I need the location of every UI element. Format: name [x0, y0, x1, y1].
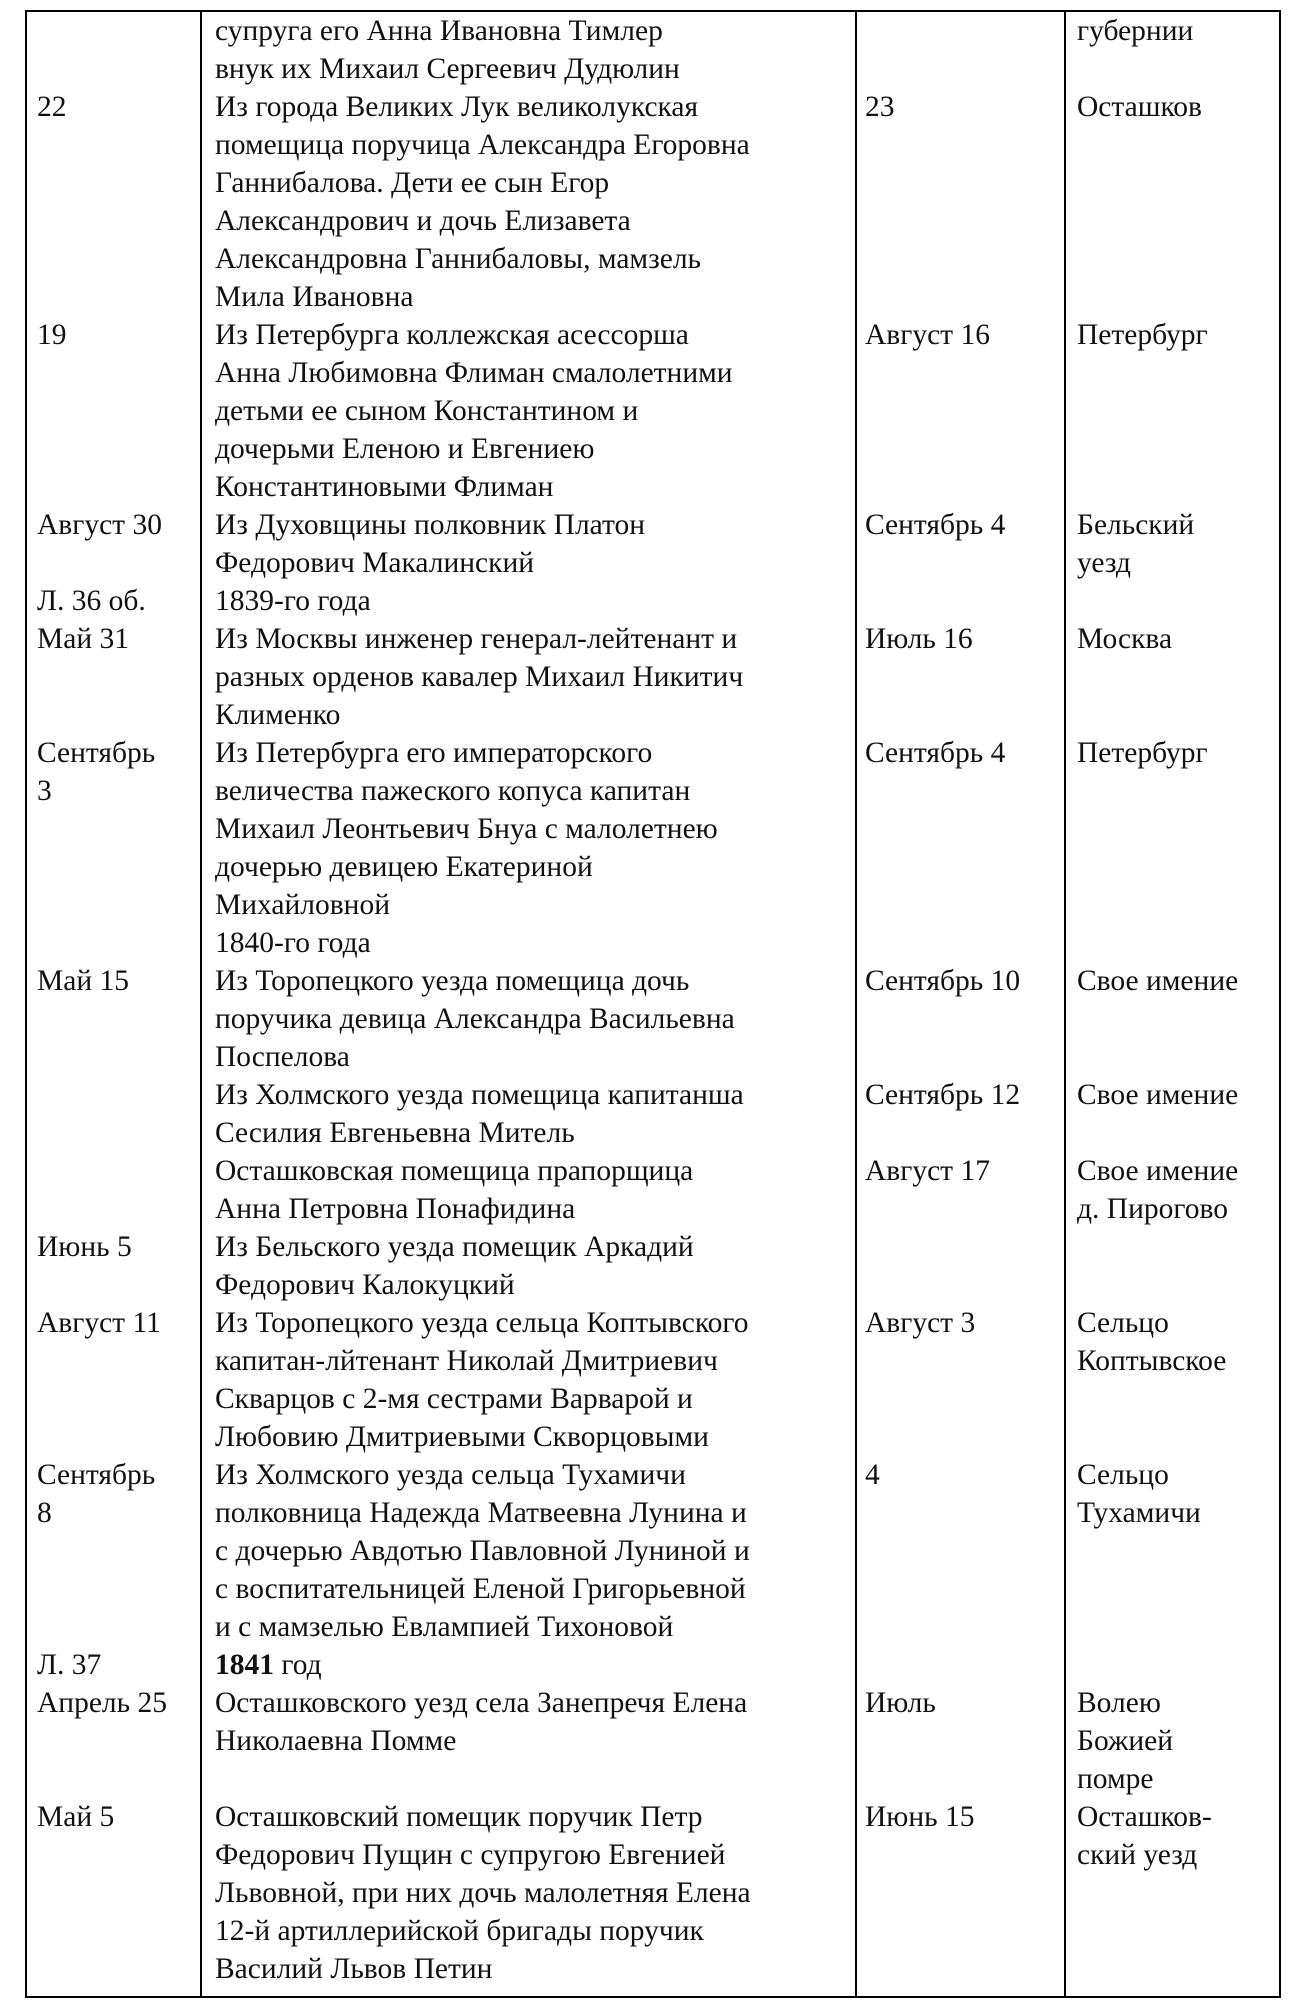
term-cell: Сентябрь 4: [865, 737, 1006, 769]
table-row: [27, 924, 1279, 962]
date-cell: Август 11: [37, 1307, 161, 1339]
date-cell: Апрель 25: [37, 1687, 167, 1719]
table-row: [27, 1228, 1279, 1304]
term-cell: Сентябрь 12: [865, 1079, 1021, 1111]
entry-cell: Осташковская помещица прапорщица Анна Петровна Понафидина: [215, 1155, 694, 1225]
entry-cell: Из Бельского уезда помещик Аркадий Федорович Калокуцкий: [215, 1231, 694, 1301]
term-cell: Август 3: [865, 1307, 976, 1339]
place-cell: Бельский уезд: [1077, 509, 1195, 579]
date-cell: Сентябрь 8: [37, 1459, 156, 1529]
entry-cell: Из Торопецкого уезда помещица дочь поручика девица Александра Васильевна Поспелова: [215, 965, 735, 1073]
term-cell: Июнь 15: [865, 1801, 975, 1833]
entry-cell: Из Духовщины полковник Платон Федорович Макалинский: [215, 509, 646, 579]
place-cell: Москва: [1077, 623, 1173, 655]
place-cell: Сельцо Коптывское: [1077, 1307, 1227, 1377]
place-cell: Свое имение: [1077, 965, 1239, 997]
date-cell: Июнь 5: [37, 1231, 132, 1263]
year-number: 1841: [215, 1649, 274, 1681]
entry-cell: Из Торопецкого уезда сельца Коптывского капитан-лйтенант Николай Дмитриевич Скварцов с 2-мя сестрами Варварой и Любовию Дмитриевыми Скворцовыми: [215, 1307, 749, 1453]
date-cell: 22: [37, 91, 67, 123]
place-cell: Петербург: [1077, 737, 1208, 769]
date-cell: Май 15: [37, 965, 129, 997]
table-row: [27, 88, 1279, 316]
term-cell: 4: [865, 1459, 880, 1491]
entry-cell: Из города Великих Лук великолукская помещица поручица Александра Егоровна Ганнибалова. Дети ее сын Егор Александрович и дочь Елизавета Александровна Ганнибаловы, мамзель Мила Ивановна: [215, 91, 750, 313]
term-cell: Июль 16: [865, 623, 973, 655]
date-cell: Сентябрь 3: [37, 737, 156, 807]
entry-cell: Из Петербурга коллежская асессорша Анна Любимовна Флиман смалолетними детьми ее сыном Константином и дочерьми Еленою и Евгениею Константиновыми Флиман: [215, 319, 733, 503]
folio-cell: Л. 37: [37, 1649, 102, 1681]
register-table: [27, 12, 1279, 1988]
folio-cell: Л. 36 об.: [37, 585, 146, 617]
table-row: [27, 12, 1279, 88]
place-cell: Петербург: [1077, 319, 1208, 351]
date-cell: 19: [37, 319, 67, 351]
entry-cell: Из Москвы инженер генерал-лейтенант и разных орденов кавалер Михаил Никитич Клименко: [215, 623, 744, 731]
place-cell: Волею Божией помре: [1077, 1687, 1174, 1795]
table-row: [27, 506, 1279, 582]
term-cell: Август 16: [865, 319, 990, 351]
entry-cell: Осташковский помещик поручик Петр Федорович Пущин с супругою Евгенией Львовной, при них дочь малолетняя Елена 12-й артиллерийской бригады поручик Василий Львов Петин: [215, 1801, 751, 1985]
entry-cell: Осташковского уезд села Занепречя Елена Николаевна Помме: [215, 1687, 748, 1757]
place-cell: Осташков: [1077, 91, 1202, 123]
year-heading: 1839-го года: [215, 585, 371, 617]
term-cell: Сентябрь 4: [865, 509, 1006, 541]
date-cell: Май 5: [37, 1801, 115, 1833]
place-cell: Свое имение: [1077, 1079, 1239, 1111]
table-row: [27, 1456, 1279, 1646]
term-cell: Июль: [865, 1687, 936, 1719]
table-row: [27, 1798, 1279, 1988]
date-cell: Май 31: [37, 623, 129, 655]
place-cell: Сельцо Тухамичи: [1077, 1459, 1201, 1529]
table-row: [27, 1684, 1279, 1798]
place-cell: Осташков- ский уезд: [1077, 1801, 1212, 1871]
entry-cell: Из Холмского уезда помещица капитанша Сесилия Евгеньевна Митель: [215, 1079, 744, 1149]
table-row: [27, 1304, 1279, 1456]
term-cell: 23: [865, 91, 895, 123]
place-cell: губернии: [1077, 15, 1194, 47]
table-row: [27, 962, 1279, 1076]
entry-cell: Из Петербурга его императорского величества пажеского копуса капитан Михаил Леонтьевич Бнуа с малолетнею дочерью девицею Екатериной Михайловной: [215, 737, 718, 921]
term-cell: Август 17: [865, 1155, 990, 1187]
term-cell: Сентябрь 10: [865, 965, 1021, 997]
table-row: [27, 1076, 1279, 1152]
table-row: [27, 620, 1279, 734]
table-row: [27, 582, 1279, 620]
date-cell: Август 30: [37, 509, 162, 541]
place-cell: Свое имение д. Пирогово: [1077, 1155, 1239, 1225]
year-suffix: год: [274, 1649, 322, 1681]
table-row: [27, 1646, 1279, 1684]
entry-cell: супруга его Анна Ивановна Тимлер внук их Михаил Сергеевич Дудюлин: [215, 15, 680, 85]
table-row: [27, 316, 1279, 506]
year-heading: [215, 1646, 855, 1684]
table-row: [27, 1152, 1279, 1228]
year-heading: 1840-го года: [215, 927, 371, 959]
table-row: [27, 734, 1279, 924]
entry-cell: Из Холмского уезда сельца Тухамичи полковница Надежда Матвеевна Лунина и с дочерью Авдотью Павловной Луниной и с воспитательницей Еленой Григорьевной и с мамзелью Евлампией Тихоновой: [215, 1459, 750, 1643]
